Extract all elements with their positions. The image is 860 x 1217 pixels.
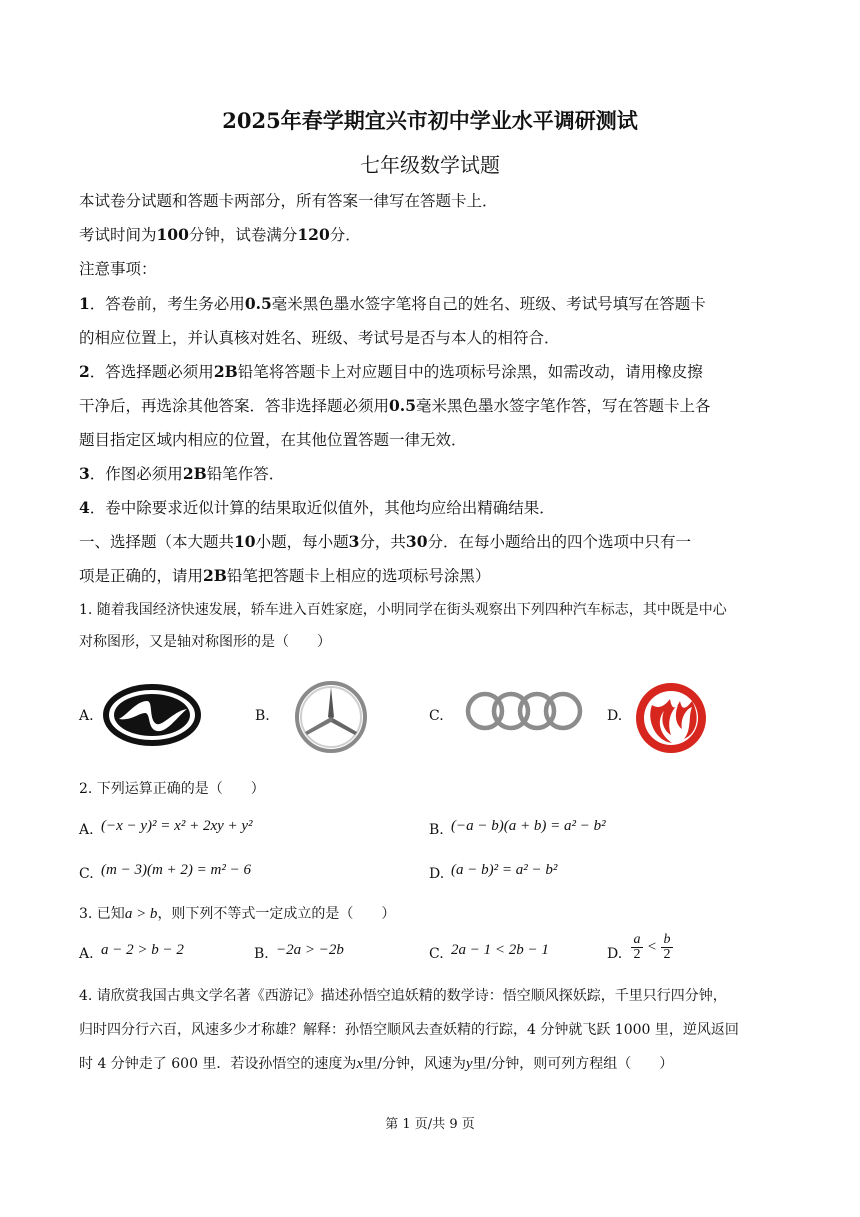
q2-stem: 2. 下列运算正确的是（ ） — [79, 781, 265, 797]
q3-option-d-expr: $\frac{a}{2}$ < $\frac{b}{2}$ — [630, 933, 674, 962]
q2-option-b-expr: (−a − b)(a + b) = a² − b² — [451, 818, 606, 834]
q2-option-b-label: B. — [429, 822, 444, 838]
q2-option-c-expr: (m − 3)(m + 2) = m² − 6 — [101, 862, 251, 878]
exam-title: 2025年春学期宜兴市初中学业水平调研测试 — [222, 108, 638, 133]
page-number: 第 1 页/共 9 页 — [385, 1117, 475, 1132]
note-2-line-1: 2．答选择题必须用2B铅笔将答题卡上对应题目中的选项标号涂黑，如需改动，请用橡皮擦 — [79, 362, 703, 381]
q4-stem-line-2: 归时四分行六百，风速多少才称雄？解释：孙悟空顺风去查妖精的行踪，4 分钟就飞跃 1000 里，逆风返回 — [79, 1022, 739, 1038]
section-1-heading-line-2: 项是正确的，请用2B铅笔把答题卡上相应的选项标号涂黑） — [79, 566, 491, 585]
mercedes-logo-icon — [293, 679, 369, 755]
q1-stem-line-1: 1. 随着我国经济快速发展，轿车进入百姓家庭，小明同学在街头观察出下列四种汽车标志，其中既是中心 — [79, 602, 727, 618]
q4-stem-line-3: 时 4 分钟走了 600 里．若设孙悟空的速度为x里/分钟，风速为y里/分钟，则可列方程组（ ） — [79, 1056, 674, 1072]
q2-option-a-expr: (−x − y)² = x² + 2xy + y² — [101, 818, 253, 834]
intro-line-1: 本试卷分试题和答题卡两部分，所有答案一律写在答题卡上． — [79, 192, 498, 210]
q4-stem-line-1: 4. 请欣赏我国古典文学名著《西游记》描述孙悟空追妖精的数学诗：悟空顺风探妖踪，千里只行四分钟， — [79, 988, 727, 1004]
section-1-heading-line-1: 一、选择题（本大题共10小题，每小题3分，共30分．在每小题给出的四个选项中只有一 — [79, 532, 692, 551]
q2-option-d-expr: (a − b)² = a² − b² — [451, 862, 558, 878]
note-3: 3．作图必须用2B铅笔作答． — [79, 464, 285, 483]
q1-option-d-label: D. — [607, 708, 623, 724]
q3-option-c-label: C. — [429, 946, 444, 962]
q2-option-a-label: A. — [79, 822, 94, 838]
note-1-line-2: 的相应位置上，并认真核对姓名、班级、考试号是否与本人的相符合． — [79, 329, 560, 347]
note-2-line-2: 干净后，再选涂其他答案．答非选择题必须用0.5毫米黑色墨水签字笔作答，写在答题卡上各 — [79, 396, 711, 415]
q3-stem: 3. 已知a > b，则下列不等式一定成立的是（ ） — [79, 906, 396, 922]
notes-heading: 注意事项： — [79, 260, 157, 278]
q2-option-d-label: D. — [429, 866, 445, 882]
exam-subtitle: 七年级数学试题 — [360, 153, 500, 177]
q3-option-b-expr: −2a > −2b — [276, 942, 344, 958]
q3-option-d-label: D. — [607, 946, 623, 962]
q1-option-a-label: A. — [79, 708, 94, 724]
note-4: 4．卷中除要求近似计算的结果取近似值外，其他均应给出精确结果． — [79, 498, 555, 517]
q1-option-b-label: B. — [255, 708, 270, 724]
q3-option-b-label: B. — [254, 946, 269, 962]
jac-logo-icon — [103, 683, 201, 747]
note-1-line-1: 1．答卷前，考生务必用0.5毫米黑色墨水签字笔将自己的姓名、班级、考试号填写在答题卡 — [79, 294, 706, 313]
audi-logo-icon — [463, 689, 585, 733]
note-2-line-3: 题目指定区域内相应的位置，在其他位置答题一律无效． — [79, 431, 467, 449]
q1-stem-line-2: 对称图形，又是轴对称图形的是（ ） — [79, 634, 331, 650]
q3-option-c-expr: 2a − 1 < 2b − 1 — [451, 942, 549, 958]
q3-option-a-label: A. — [79, 946, 94, 962]
dongfeng-logo-icon — [634, 681, 708, 755]
q1-option-c-label: C. — [429, 708, 444, 724]
q3-option-a-expr: a − 2 > b − 2 — [101, 942, 184, 958]
q2-option-c-label: C. — [79, 866, 94, 882]
intro-line-2: 考试时间为100分钟，试卷满分120分． — [79, 225, 361, 244]
